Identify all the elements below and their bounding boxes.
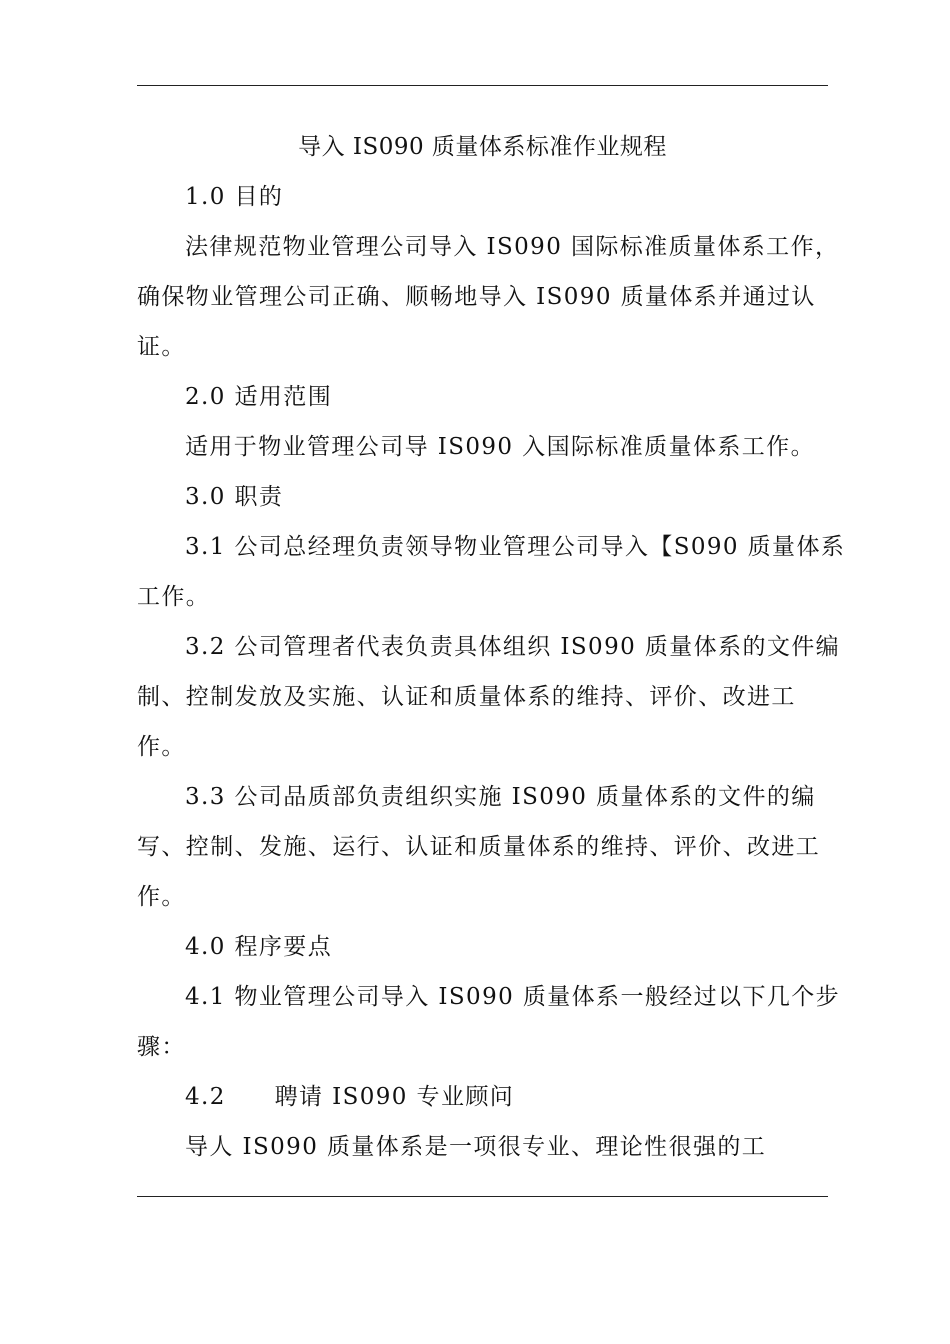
text-line: 3.0 职责 [185, 484, 284, 510]
paragraph-consultant-intro [137, 1122, 828, 1172]
paragraph-4-1 [137, 972, 841, 1072]
section-heading-procedure [137, 922, 828, 972]
text-line: 骤： [137, 1034, 186, 1060]
document-page [137, 122, 846, 1172]
text-line: 证。 [137, 334, 186, 360]
text-line: 2.0 适用范围 [185, 384, 333, 410]
text-line: 制、控制发放及实施、认证和质量体系的维持、评价、改进工 [137, 684, 796, 710]
text-line: 作。 [137, 884, 186, 910]
header-rule [137, 85, 828, 86]
document-title: 导入 IS090 质量体系标准作业规程 [298, 134, 667, 160]
text-line: 3.3 公司品质部负责组织实施 IS090 质量体系的文件的编 [185, 784, 816, 810]
paragraph-3-1 [137, 522, 846, 622]
paragraph-scope [137, 422, 828, 472]
text-line: 导人 IS090 质量体系是一项很专业、理论性很强的工 [185, 1134, 767, 1160]
text-line: 工作。 [137, 584, 211, 610]
footer-rule [137, 1196, 828, 1197]
section-heading-purpose [137, 172, 828, 222]
paragraph-4-2 [137, 1072, 828, 1122]
text-line: 3.2 公司管理者代表负责具体组织 IS090 质量体系的文件编 [185, 634, 841, 660]
paragraph-3-3 [137, 772, 828, 922]
section-heading-scope [137, 372, 828, 422]
text-line: 作。 [137, 734, 186, 760]
text-line: 4.1 物业管理公司导入 IS090 质量体系一般经过以下几个步 [185, 984, 841, 1010]
paragraph-purpose [137, 222, 840, 372]
text-line: 3.1 公司总经理负责领导物业管理公司导入【S090 质量体系 [185, 534, 846, 560]
text-line: 适用于物业管理公司导 IS090 入国际标准质量体系工作。 [185, 434, 815, 460]
text-line: 写、控制、发施、运行、认证和质量体系的维持、评价、改进工 [137, 834, 821, 860]
text-line: 1.0 目的 [185, 184, 284, 210]
section-heading-responsibilities [137, 472, 828, 522]
paragraph-3-2 [137, 622, 841, 772]
text-line: 4.2 聘请 IS090 专业顾问 [185, 1084, 515, 1110]
text-line: 4.0 程序要点 [185, 934, 333, 960]
text-line: 确保物业管理公司正确、顺畅地导入 IS090 质量体系并通过认 [137, 284, 816, 310]
text-line: 法律规范物业管理公司导入 IS090 国际标准质量体系工作， [185, 234, 840, 260]
